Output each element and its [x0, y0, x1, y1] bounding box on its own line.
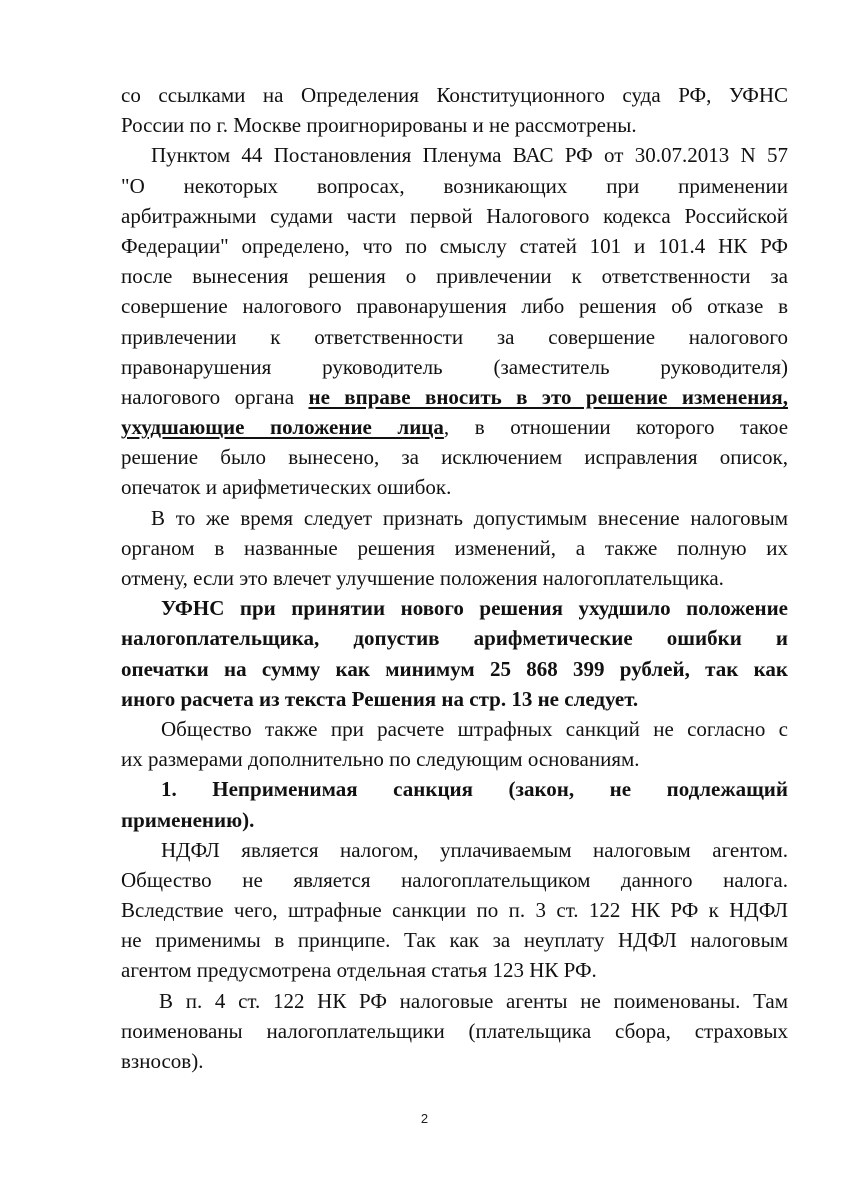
emphasized-text: не вправе вносить в это решение изменения, [308, 384, 789, 409]
text-line: Общество также при расчете штрафных санкций не согласно с [161, 716, 788, 741]
text-line: арбитражными судами части первой Налогового кодекса Российской [121, 203, 788, 228]
text-line: России по г. Москве проигнорированы и не рассмотрены. [121, 113, 637, 138]
text-line: со ссылками на Определения Конституционного суда РФ, УФНС [121, 83, 788, 107]
text-line: применению). [121, 807, 255, 832]
text-line: совершение налогового правонарушения либо решения об отказе в [121, 294, 788, 319]
text-line: налогоплательщика, допустив арифметические ошибки и [121, 626, 788, 651]
text-line: "О некоторых вопросах, возникающих при применении [121, 173, 788, 198]
text-line: иного расчета из текста Решения на стр. 13 не следует. [121, 686, 639, 711]
text-line: после вынесения решения о привлечении к ответственности за [121, 264, 788, 289]
paragraph-ufns-conclusion [121, 593, 788, 714]
text-line: Вследствие чего, штрафные санкции по п. 3 ст. 122 НК РФ к НДФЛ [121, 898, 788, 923]
text-line: опечаток и арифметических ошибок. [121, 475, 452, 500]
text-line: их размерами дополнительно по следующим основаниям. [121, 747, 640, 772]
text-line: УФНС при принятии нового решения ухудшило положение [161, 596, 788, 621]
text-line: взносов). [121, 1049, 204, 1073]
section-heading-inapplicable-sanction [121, 774, 788, 834]
page-number: 2 [420, 1111, 429, 1126]
text-line: отмену, если это влечет улучшение положения налогоплательщика. [121, 566, 724, 590]
paragraph-ndfl [121, 835, 788, 986]
text-line-mixed [121, 382, 788, 412]
document-page [121, 80, 788, 1076]
text-line: Пунктом 44 Постановления Пленума ВАС РФ от 30.07.2013 N 57 [151, 143, 788, 168]
paragraph-penalty-disagreement [121, 714, 788, 774]
text-line: НДФЛ является налогом, уплачиваемым налоговым агентом. [161, 837, 788, 862]
plain-text: налогового органа [121, 384, 309, 409]
text-line: 1. Неприменимая санкция (закон, не подлежащий [161, 777, 788, 802]
text-line: решение было вынесено, за исключением исправления описок, [121, 445, 788, 470]
text-line: опечатки на сумму как минимум 25 868 399 рублей, так как [121, 656, 788, 681]
text-line: правонарушения руководитель (заместитель руководителя) [121, 354, 788, 379]
text-line: В то же время следует признать допустимым внесение налоговым [151, 505, 788, 530]
plain-text: , в отношении которого такое [443, 415, 789, 440]
text-line: Федерации" определено, что по смыслу статей 101 и 101.4 НК РФ [121, 233, 788, 258]
text-line: агентом предусмотрена отдельная статья 123 НК РФ. [121, 958, 597, 983]
text-line: поименованы налогоплательщики (плательщика сбора, страховых [121, 1018, 788, 1043]
text-line: привлечении к ответственности за совершение налогового [121, 324, 788, 349]
text-line: В п. 4 ст. 122 НК РФ налоговые агенты не поименованы. Там [159, 988, 788, 1013]
text-line: не применимы в принципе. Так как за неуплату НДФЛ налоговым [121, 928, 788, 953]
paragraph-tax-agents [121, 986, 788, 1077]
paragraph-references-ignored [121, 80, 788, 140]
text-line: Общество не является налогоплательщиком данного налога. [121, 867, 788, 892]
emphasized-text: ухудшающие положение лица [121, 415, 444, 440]
text-line-mixed [121, 412, 788, 442]
paragraph-plenum-resolution [121, 140, 788, 502]
paragraph-permitted-changes [121, 503, 788, 594]
text-line: органом в названные решения изменений, а также полную их [121, 535, 788, 560]
